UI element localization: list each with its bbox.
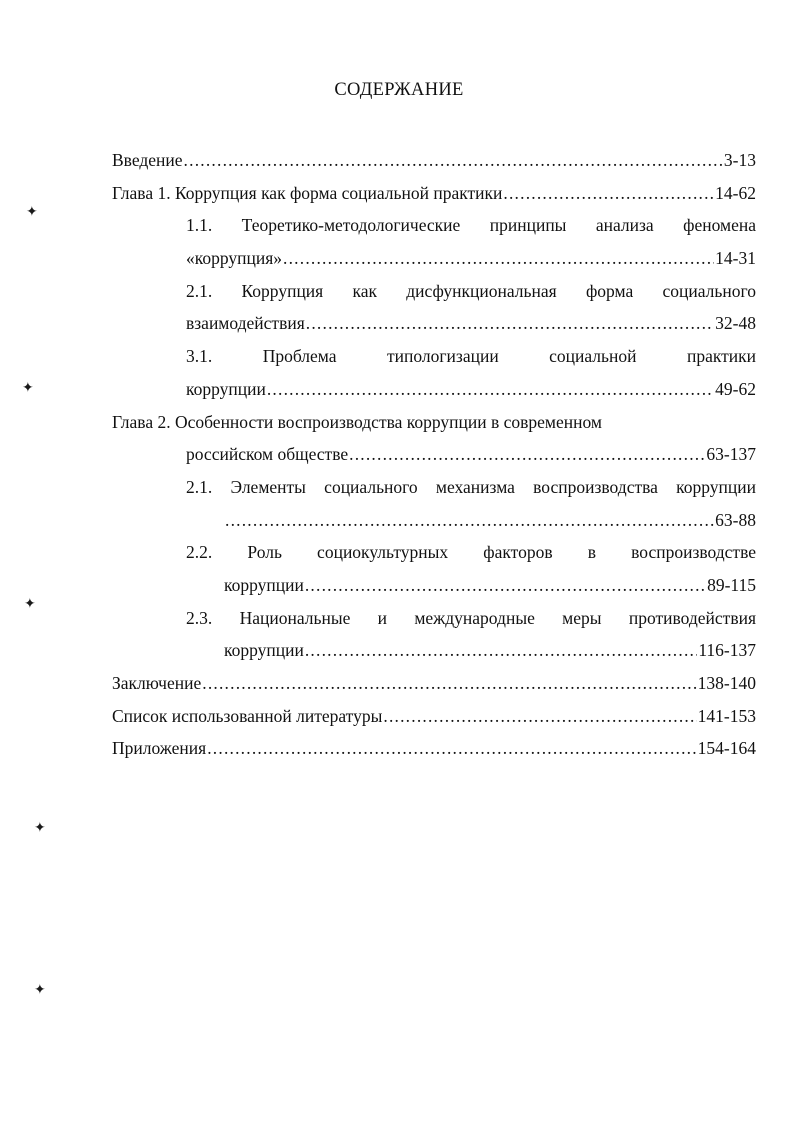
toc-entry-2-2-line2 <box>112 569 756 602</box>
toc-entry-chapter-2-line1: Глава 2. Особенности воспроизводства коррупции в современном <box>112 411 602 432</box>
toc-label: российском обществе <box>186 444 349 465</box>
toc-entry-3-1-line2 <box>112 373 756 406</box>
scan-mark: ✦ <box>34 821 46 836</box>
toc-entry-2-1b-line1: 2.1. Элементы социального механизма воспроизводства коррупции <box>186 476 756 497</box>
toc-entry-2-1-line1: 2.1. Коррупция как дисфункциональная форма социального <box>186 280 756 301</box>
toc-label: Введение <box>112 150 183 170</box>
toc-entry-literature <box>112 700 756 733</box>
table-of-contents <box>112 144 756 765</box>
toc-pages: 14-62 <box>715 182 756 203</box>
toc-pages: 154-164 <box>697 738 756 759</box>
toc-leader <box>305 569 706 602</box>
toc-pages: 3-13 <box>723 150 756 170</box>
toc-label: коррупции <box>224 574 304 595</box>
toc-label: Приложения <box>112 738 207 759</box>
page-title: СОДЕРЖАНИЕ <box>334 80 464 100</box>
toc-pages: 138-140 <box>697 673 756 693</box>
toc-pages: 63-88 <box>715 509 756 530</box>
toc-label: Глава 1. Коррупция как форма социальной практики <box>112 182 503 203</box>
toc-entry-3-1-line1: 3.1. Проблема типологизации социальной практики <box>186 346 756 367</box>
toc-entry-2-1-line2 <box>112 307 756 340</box>
toc-entry-conclusion <box>112 667 756 700</box>
toc-label: коррупции <box>224 640 304 661</box>
toc-entry-intro <box>112 144 756 177</box>
toc-entry-appendix <box>112 732 756 765</box>
toc-leader <box>283 242 714 275</box>
toc-leader <box>306 307 714 340</box>
toc-entry-chapter-2-line2 <box>112 438 756 471</box>
toc-pages: 141-153 <box>697 705 756 726</box>
toc-pages: 32-48 <box>715 313 756 334</box>
scan-mark: ✦ <box>22 381 34 396</box>
toc-leader <box>202 667 696 700</box>
toc-entry-2-3-line2 <box>112 634 756 667</box>
toc-label: Список использованной литературы <box>112 705 383 726</box>
toc-leader <box>503 177 714 210</box>
toc-leader <box>225 504 714 537</box>
toc-label: Заключение <box>112 673 202 693</box>
toc-pages: 89-115 <box>707 574 756 595</box>
toc-entry-2-1b-line2 <box>112 504 756 537</box>
toc-leader <box>267 373 714 406</box>
toc-label: взаимодействия <box>186 313 305 334</box>
toc-leader <box>349 438 705 471</box>
toc-leader <box>305 634 697 667</box>
scan-mark: ✦ <box>26 205 38 220</box>
toc-entry-2-3-line1: 2.3. Национальные и международные меры противодействия <box>186 607 756 628</box>
toc-pages: 63-137 <box>706 444 756 465</box>
toc-pages: 116-137 <box>698 640 756 661</box>
toc-entry-1-1-line1: 1.1. Теоретико-методологические принципы анализа феномена <box>186 215 756 236</box>
toc-entry-2-2-line1: 2.2. Роль социокультурных факторов в воспроизводстве <box>186 542 756 563</box>
toc-leader <box>383 700 696 733</box>
toc-label: коррупции <box>186 378 266 399</box>
toc-label: «коррупция» <box>186 248 283 269</box>
toc-leader <box>184 144 723 177</box>
scan-mark: ✦ <box>34 983 46 998</box>
toc-pages: 14-31 <box>715 248 756 269</box>
toc-entry-chapter-1 <box>112 177 756 210</box>
scan-mark: ✦ <box>24 597 36 612</box>
toc-entry-1-1-line2 <box>112 242 756 275</box>
toc-pages: 49-62 <box>715 378 756 399</box>
toc-leader <box>207 732 696 765</box>
